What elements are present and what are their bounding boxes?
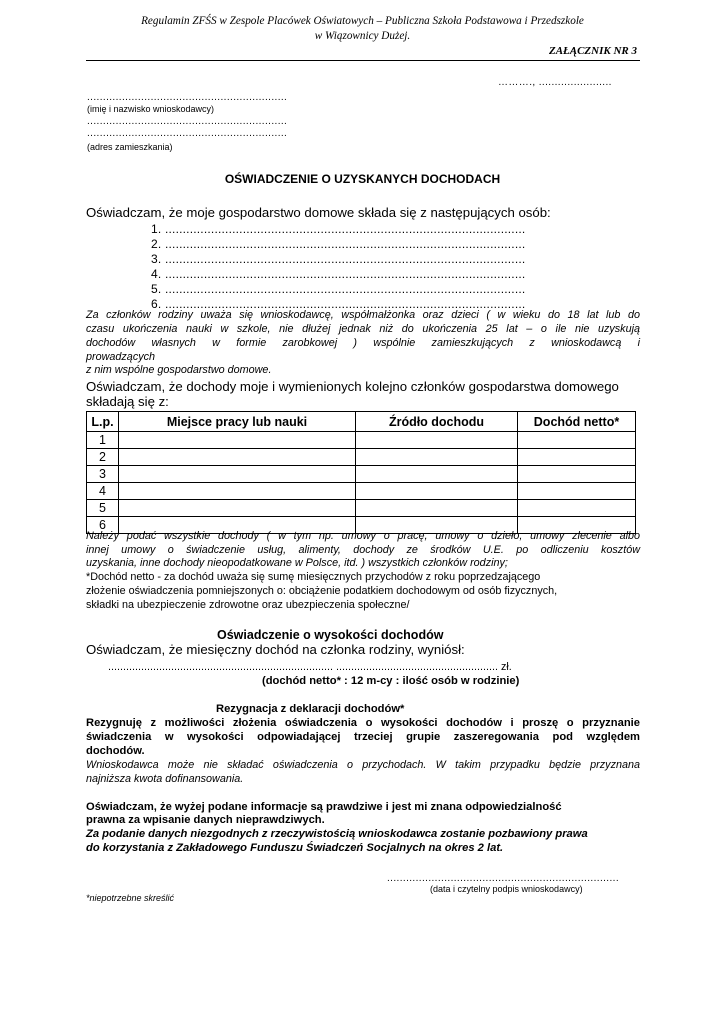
member-number: 4. — [151, 267, 162, 281]
member-number: 3. — [151, 252, 162, 266]
document-header-line1: Regulamin ZFŚS w Zespole Placówek Oświatowych – Publiczna Szkoła Podstawowa i Przedszkole — [141, 15, 584, 27]
table-row — [87, 432, 636, 449]
household-note-line: prowadzących — [86, 351, 156, 363]
income-source-cell[interactable] — [356, 483, 518, 500]
applicant-address-label: (adres zamieszkania) — [87, 142, 173, 152]
footnote: *niepotrzebne skreślić — [86, 893, 175, 903]
attachment-label: ZAŁĄCZNIK NR 3 — [548, 45, 637, 57]
resignation-note-line: najniższa kwota dofinansowania. — [86, 773, 244, 785]
member-number: 1. — [151, 222, 162, 236]
amount-heading: Oświadczenie o wysokości dochodów — [217, 628, 444, 642]
row-number: 4 — [87, 483, 119, 500]
document-header-line2: w Wiązownicy Dużej. — [314, 30, 411, 42]
income-table-header — [87, 412, 636, 432]
household-note-line: z nim wspólne gospodarstwo domowe. — [86, 364, 272, 376]
net-income-definition: *Dochód netto - za dochód uważa się sumę miesięcznych przychodów z roku poprzedzającego — [86, 571, 541, 583]
net-income-cell[interactable] — [518, 500, 636, 517]
resignation-note-line: Wnioskodawca może nie składać oświadczenia o przychodach. W takim przypadku będzie przyznana — [86, 759, 640, 771]
household-member-row — [151, 222, 525, 236]
table-row — [87, 466, 636, 483]
net-income-definition: złożenie oświadczenia pomniejszonych o: obciążenie podatkiem dochodowym od osób fizycznych, — [86, 585, 558, 597]
income-source-cell[interactable] — [356, 432, 518, 449]
member-number: 2. — [151, 237, 162, 251]
member-dots: ...................................................................................................... — [164, 252, 526, 266]
row-number: 1 — [87, 432, 119, 449]
header-lp: L.p. — [87, 412, 119, 432]
net-income-definition: składki na ubezpieczenie zdrowotne oraz ubezpieczenia społeczne/ — [86, 599, 410, 611]
net-income-cell[interactable] — [518, 483, 636, 500]
household-member-row — [151, 237, 525, 251]
household-note-line: dochodów własnych w formie zarobkowej ) wspólnie zamieszkujących z wnioskodawcą i — [86, 337, 640, 349]
household-intro: Oświadczam, że moje gospodarstwo domowe składa się z następujących osób: — [86, 205, 551, 220]
applicant-address-dots: ............................................................... — [87, 116, 288, 127]
declaration-line: Za podanie danych niezgodnych z rzeczywistością wnioskodawca zostanie pozbawiony prawa — [86, 828, 588, 840]
declaration-line: do korzystania z Zakładowego Funduszu Świadczeń Socjalnych na okres 2 lat. — [86, 842, 504, 854]
row-number: 5 — [87, 500, 119, 517]
declaration-line: prawna za wpisanie danych nieprawdziwych. — [86, 814, 325, 826]
income-source-cell[interactable] — [356, 500, 518, 517]
member-number: 6. — [151, 297, 162, 311]
signature-dots: ......................................................................... — [387, 873, 620, 884]
member-dots: ...................................................................................................... — [164, 237, 526, 251]
member-dots: ...................................................................................................... — [164, 297, 526, 311]
table-row — [87, 500, 636, 517]
header-workplace: Miejsce pracy lub nauki — [119, 412, 356, 432]
member-dots: ...................................................................................................... — [164, 282, 526, 296]
header-income-source: Źródło dochodu — [356, 412, 518, 432]
document-title: OŚWIADCZENIE O UZYSKANYCH DOCHODACH — [224, 172, 501, 186]
income-intro-line1: Oświadczam, że dochody moje i wymienionych kolejno członków gospodarstwa domowego — [86, 379, 619, 394]
row-number: 2 — [87, 449, 119, 466]
household-note-line: Za członków rodziny uważa się wnioskodawcę, współmałżonka oraz dzieci ( w wieku do 18 lat lub do — [86, 309, 640, 321]
table-row — [87, 483, 636, 500]
income-source-cell[interactable] — [356, 466, 518, 483]
place-date-field: ………., ....................... — [498, 77, 612, 88]
income-note-line: uzyskania, inne dochody nieopodatkowane w Polsce, itd. ) wszystkich członków rodziny; — [86, 557, 508, 569]
workplace-cell[interactable] — [119, 466, 356, 483]
member-dots: ...................................................................................................... — [164, 222, 526, 236]
amount-formula: (dochód netto* : 12 m-cy : ilość osób w rodzinie) — [262, 675, 520, 687]
workplace-cell[interactable] — [119, 483, 356, 500]
table-row — [87, 449, 636, 466]
member-dots: ...................................................................................................... — [164, 267, 526, 281]
workplace-cell[interactable] — [119, 500, 356, 517]
resignation-heading: Rezygnacja z deklaracji dochodów* — [216, 703, 405, 715]
applicant-name-label: (imię i nazwisko wnioskodawcy) — [87, 104, 215, 114]
resignation-text-line: dochodów. — [86, 745, 145, 757]
income-note-line: Należy podać wszystkie dochody ( w tym np. umowy o pracę, umowy o dzieło, umowy zlecenie albo — [86, 530, 640, 542]
member-number: 5. — [151, 282, 162, 296]
row-number: 3 — [87, 466, 119, 483]
signature-label: (data i czytelny podpis wnioskodawcy) — [430, 884, 583, 894]
net-income-cell[interactable] — [518, 449, 636, 466]
household-member-row — [151, 267, 525, 281]
applicant-name-dots: ............................................................... — [87, 92, 288, 103]
declaration-line: Oświadczam, że wyżej podane informacje są prawdziwe i jest mi znana odpowiedzialność — [86, 801, 562, 813]
net-income-cell[interactable] — [518, 466, 636, 483]
household-member-row — [151, 252, 525, 266]
resignation-text-line: świadczenia w wysokości odpowiadającej trzeciej grupie zaszeregowania pod względem — [86, 731, 640, 743]
header-net-income: Dochód netto* — [518, 412, 636, 432]
workplace-cell[interactable] — [119, 449, 356, 466]
income-source-cell[interactable] — [356, 449, 518, 466]
applicant-address-dots: ............................................................... — [87, 128, 288, 139]
resignation-text-line: Rezygnuję z możliwości złożenia oświadczenia o wysokości dochodów i proszę o przyznanie — [86, 717, 640, 729]
net-income-cell[interactable] — [518, 432, 636, 449]
amount-intro: Oświadczam, że miesięczny dochód na członka rodziny, wyniósł: — [86, 642, 465, 657]
household-note-line: czasu ukończenia nauki w szkole, nie dłużej jednak niż do ukończenia 25 lat – o ile nie uzyskują — [86, 323, 640, 335]
income-note-line: innej umowy o świadczenie usług, alimenty, dochody ze środków U.E. po odliczeniu kosztów — [86, 544, 640, 556]
income-table — [86, 411, 636, 534]
workplace-cell[interactable] — [119, 432, 356, 449]
amount-field: ........................................................................... ...................................................... zł. — [108, 661, 512, 673]
household-member-row — [151, 282, 525, 296]
header-divider — [86, 60, 640, 61]
row-number: 6 — [87, 517, 119, 534]
income-intro-line2: składają się z: — [86, 394, 169, 409]
